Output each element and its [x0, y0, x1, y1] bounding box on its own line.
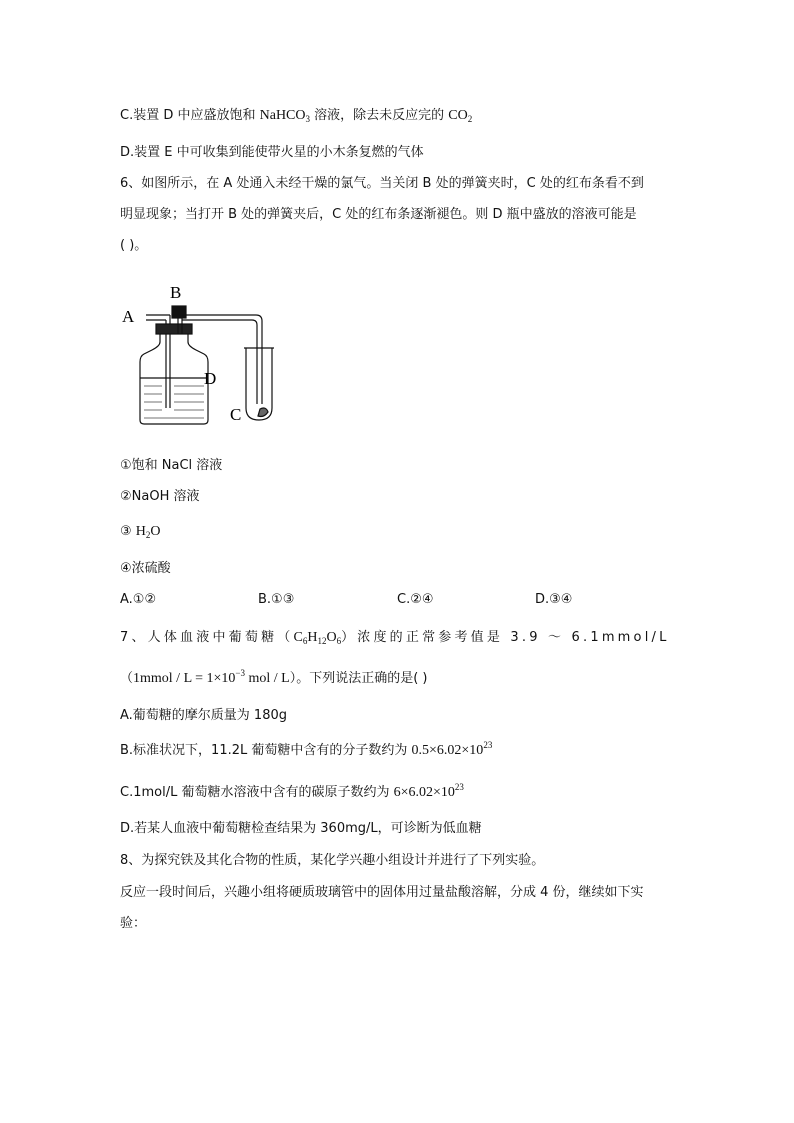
q7-option-a: A.葡萄糖的摩尔质量为 180g [120, 708, 287, 723]
q6-stem-line-3: ( )。 [120, 238, 148, 253]
q6-stem-line-1: 6、如图所示，在 A 处通入未经干燥的氯气。当关闭 B 处的弹簧夹时，C 处的红布条看不到 [120, 176, 644, 191]
red-cloth-strip [258, 408, 268, 417]
q5-option-c-text-2: 溶液，除去未反应完的 [310, 108, 449, 123]
q5-option-c-text: C.装置 D 中应盛放饱和 [120, 108, 260, 123]
spring-clamp-b [172, 306, 186, 318]
bottle-body [140, 334, 208, 424]
co2-formula: $CO_2$ [448, 108, 473, 124]
q6-item-1: ①饱和 NaCl 溶液 [120, 458, 223, 473]
q7-option-b-formula: $0.5\times 6.02\times 10^{23}$ [411, 740, 493, 758]
q7-option-c: C.1mol/L 葡萄糖水溶液中含有的碳原子数约为 $6\times 6.02\times 10^{23}$ [120, 782, 464, 800]
q8-stem-line-1: 8、为探究铁及其化合物的性质，某化学兴趣小组设计并进行了下列实验。 [120, 853, 545, 868]
q6-choice-a[interactable]: A.①② [120, 592, 157, 607]
q6-choice-d[interactable]: D.③④ [535, 592, 573, 607]
apparatus-figure [118, 278, 288, 434]
label-b: B [170, 283, 182, 302]
bottle-stopper [156, 324, 192, 334]
label-c: C [230, 405, 242, 424]
q5-option-c [120, 106, 472, 126]
q7-option-b: B.标准状况下，11.2L 葡萄糖中含有的分子数约为 $0.5\times 6.02\times 10^{23}$ [120, 740, 493, 758]
q8-stem-line-3: 验： [120, 916, 147, 931]
q6-choice-b[interactable]: B.①③ [258, 592, 295, 607]
q6-item-4: ④浓硫酸 [120, 561, 171, 576]
q7-option-c-formula: $6\times 6.02\times 10^{23}$ [393, 782, 464, 800]
glucose-formula: $C_6H_{12}O_6$ [293, 630, 342, 646]
label-a: A [122, 307, 135, 326]
gas-washing-apparatus-diagram [118, 278, 288, 434]
test-tube-c [246, 348, 272, 420]
nahco3-formula: NaHCO$_3$ [259, 108, 311, 124]
q7-stem-line-2: （1mmol / $L = 1\times 10^{-3}$ mol / L）。下列说法正确的是( ) [120, 668, 428, 686]
connecting-tube-bend-inner [252, 320, 257, 404]
q6-choice-c[interactable]: C.②④ [397, 592, 434, 607]
liquid-hatching [144, 386, 204, 418]
h2o-formula: $H_2O$ [135, 524, 161, 540]
q6-stem-line-2: 明显现象；当打开 B 处的弹簧夹后，C 处的红布条逐渐褪色。则 D 瓶中盛放的溶液可能是 [120, 207, 637, 222]
q5-option-d: D.装置 E 中可收集到能使带火星的小木条复燃的气体 [120, 145, 424, 160]
unit-conversion-formula: 1mmol / $L = 1\times 10^{-3}$ mol / L [133, 668, 290, 686]
q7-option-d: D.若某人血液中葡萄糖检查结果为 360mg/L，可诊断为低血糖 [120, 821, 482, 836]
label-d: D [204, 369, 217, 388]
q6-item-2: ②NaOH 溶液 [120, 489, 200, 504]
q6-item-3: ③ $H_2O$ [120, 524, 161, 540]
q8-stem-line-2: 反应一段时间后，兴趣小组将硬质玻璃管中的固体用过量盐酸溶解，分成 4 份，继续如下实 [120, 885, 644, 900]
q7-stem-line-1: 7、人体血液中葡萄糖$(C_6H_{12}O_6)$浓度的正常参考值是 3.9 ～ 6.1mmol/L [120, 630, 670, 646]
